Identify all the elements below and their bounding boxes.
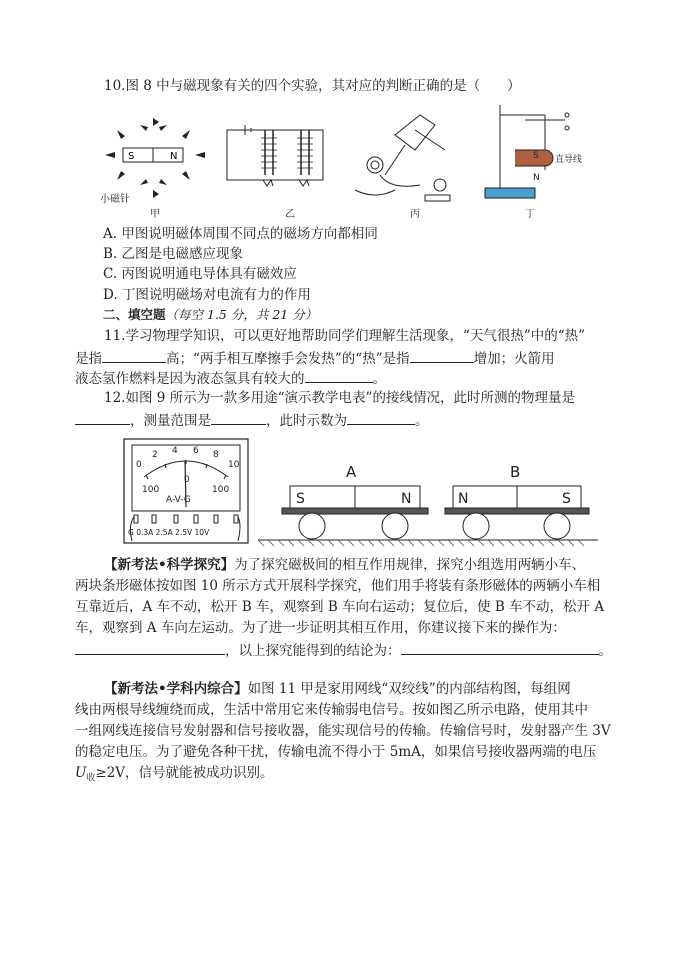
q10-option-d: D. 丁图说明磁场对电流有力的作用 bbox=[103, 287, 311, 303]
svg-text:4: 4 bbox=[172, 446, 178, 456]
needle-label: 小磁针 bbox=[100, 194, 130, 205]
q13-l5a: ，以上探究能得到的结论为： bbox=[225, 643, 401, 659]
section-title-main: 二、填空题 bbox=[103, 307, 166, 322]
q12-blank-3[interactable] bbox=[347, 410, 415, 425]
cart-a-right-pole: N bbox=[401, 491, 412, 507]
q11-l3a: 液态氢作燃料是因为液态氢具有较大的 bbox=[75, 371, 305, 387]
svg-text:直导线: 直导线 bbox=[555, 155, 583, 165]
q12-blank-2[interactable] bbox=[211, 410, 266, 425]
q14-l1: 如图 11 甲是家用网线“双绞线”的内部结构图，每组网 bbox=[247, 681, 571, 697]
q12-line1: 12.如图 9 所示为一款多用途“演示教学电表”的接线情况，此时所测的物理量是 bbox=[104, 390, 575, 406]
fig-bing-generator bbox=[355, 115, 450, 201]
q10-option-b: B. 乙图是电磁感应现象 bbox=[103, 246, 244, 262]
svg-text:S: S bbox=[533, 151, 539, 161]
svg-text:B: B bbox=[510, 463, 521, 481]
svg-text:A-V-G: A-V-G bbox=[166, 495, 191, 505]
svg-text:0: 0 bbox=[136, 460, 142, 470]
q13-line2: 两块条形磁体按如图 10 所示方式开展科学探究，他们用手将装有条形磁体的两辆小车相 bbox=[75, 578, 601, 594]
svg-text:10: 10 bbox=[228, 460, 240, 470]
q14-line4: 的稳定电压。为了避免各种干扰，传输电流不得小于 5mA，如果信号接收器两端的电压 bbox=[75, 744, 597, 760]
fig-jia-magnet bbox=[123, 148, 183, 162]
q11-l3b: 。 bbox=[372, 371, 386, 387]
svg-text:8: 8 bbox=[213, 450, 219, 460]
q14-line1 bbox=[104, 680, 571, 698]
fig-label-jia: 甲 bbox=[150, 209, 160, 220]
figure-8 bbox=[95, 100, 615, 220]
cart-a-left-pole: S bbox=[296, 491, 305, 507]
q11-line1: 11.学习物理学知识，可以更好地帮助同学们理解生活现象，“天气很热”中的“热” bbox=[104, 328, 586, 344]
q11-line3 bbox=[75, 368, 386, 388]
q14-l5: ≥2V，信号就能被成功识别。 bbox=[95, 765, 274, 781]
q11-l2a: 是指 bbox=[75, 351, 102, 367]
fig-label-bing: 丙 bbox=[410, 209, 420, 220]
cart-b-left-pole: N bbox=[458, 491, 469, 507]
q11-blank-3[interactable] bbox=[305, 368, 373, 383]
fig-ding-stand bbox=[485, 105, 582, 198]
q11-blank-1[interactable] bbox=[102, 348, 166, 363]
fig-label-yi: 乙 bbox=[285, 209, 295, 220]
q12-line2 bbox=[75, 410, 429, 430]
section-title bbox=[103, 306, 317, 324]
svg-text:S: S bbox=[128, 151, 135, 162]
q11-l2b: 高；“两手相互摩擦手会发热”的“热”是指 bbox=[166, 351, 410, 367]
q13-line5 bbox=[75, 640, 612, 660]
q11-l2c: 增加；火箭用 bbox=[473, 351, 555, 367]
svg-text:2: 2 bbox=[152, 450, 158, 460]
q13-line3: 互靠近后，A 车不动，松开 B 车，观察到 B 车向右运动；复位后，使 B 车不动，松开 A bbox=[75, 599, 605, 615]
figure-10-carts bbox=[258, 455, 598, 550]
q14-tag: 【新考法•学科内综合】 bbox=[104, 681, 248, 697]
svg-text:100: 100 bbox=[142, 485, 160, 495]
q13-blank-1[interactable] bbox=[75, 640, 225, 655]
q13-tag: 【新考法•科学探究】 bbox=[104, 557, 235, 573]
q13-line1 bbox=[104, 556, 585, 574]
q12-blank-1[interactable] bbox=[75, 410, 130, 425]
fig-yi-electromagnets bbox=[227, 125, 323, 186]
q10-stem: 10.图 8 中与磁现象有关的四个实验，其对应的判断正确的是（ ） bbox=[104, 78, 521, 94]
q12-l2a: ，测量范围是 bbox=[130, 413, 211, 429]
figure-9-meter bbox=[122, 437, 252, 547]
svg-text:N: N bbox=[533, 173, 540, 183]
section-title-note: （每空 1.5 分，共 21 分） bbox=[165, 307, 318, 322]
svg-text:100: 100 bbox=[212, 485, 230, 495]
q12-l2c: 。 bbox=[415, 413, 429, 429]
q14-line2: 线由两根导线缠绕而成，生活中常用它来传输弱电信号。按如图乙所示电路，使用其中 bbox=[75, 702, 588, 718]
q13-l1: 为了探究磁极间的相互作用规律，探究小组选用两辆小车、 bbox=[234, 557, 586, 573]
q12-l2b: ，此时示数为 bbox=[266, 413, 347, 429]
q11-line2 bbox=[75, 348, 555, 368]
svg-text:0: 0 bbox=[184, 475, 190, 485]
q14-var-sub: 收 bbox=[86, 773, 96, 784]
svg-text:6: 6 bbox=[193, 446, 199, 456]
q10-option-c: C. 丙图说明通电导体具有磁效应 bbox=[103, 266, 297, 282]
svg-text:N: N bbox=[170, 151, 178, 162]
q13-line4: 车，观察到 A 车向左运动。为了进一步证明其相互作用，你建议接下来的操作为： bbox=[75, 620, 566, 636]
cart-b-right-pole: S bbox=[562, 491, 571, 507]
svg-text:A: A bbox=[346, 463, 357, 481]
svg-text:G 0.3A 2.5A 2.5V 10V: G 0.3A 2.5A 2.5V 10V bbox=[128, 528, 210, 537]
fig-label-ding: 丁 bbox=[525, 209, 535, 220]
ground-hatch bbox=[258, 540, 584, 546]
q14-var-u: U bbox=[75, 765, 87, 781]
q13-l5b: 。 bbox=[598, 643, 612, 659]
q13-blank-2[interactable] bbox=[401, 640, 599, 655]
q10-option-a: A. 甲图说明磁体周围不同点的磁场方向都相同 bbox=[103, 226, 378, 242]
q14-line3: 一组网线连接信号发射器和信号接收器，能实现信号的传输。传输信号时，发射器产生 3V bbox=[75, 723, 611, 739]
q11-blank-2[interactable] bbox=[410, 348, 474, 363]
q14-line5 bbox=[75, 764, 274, 788]
